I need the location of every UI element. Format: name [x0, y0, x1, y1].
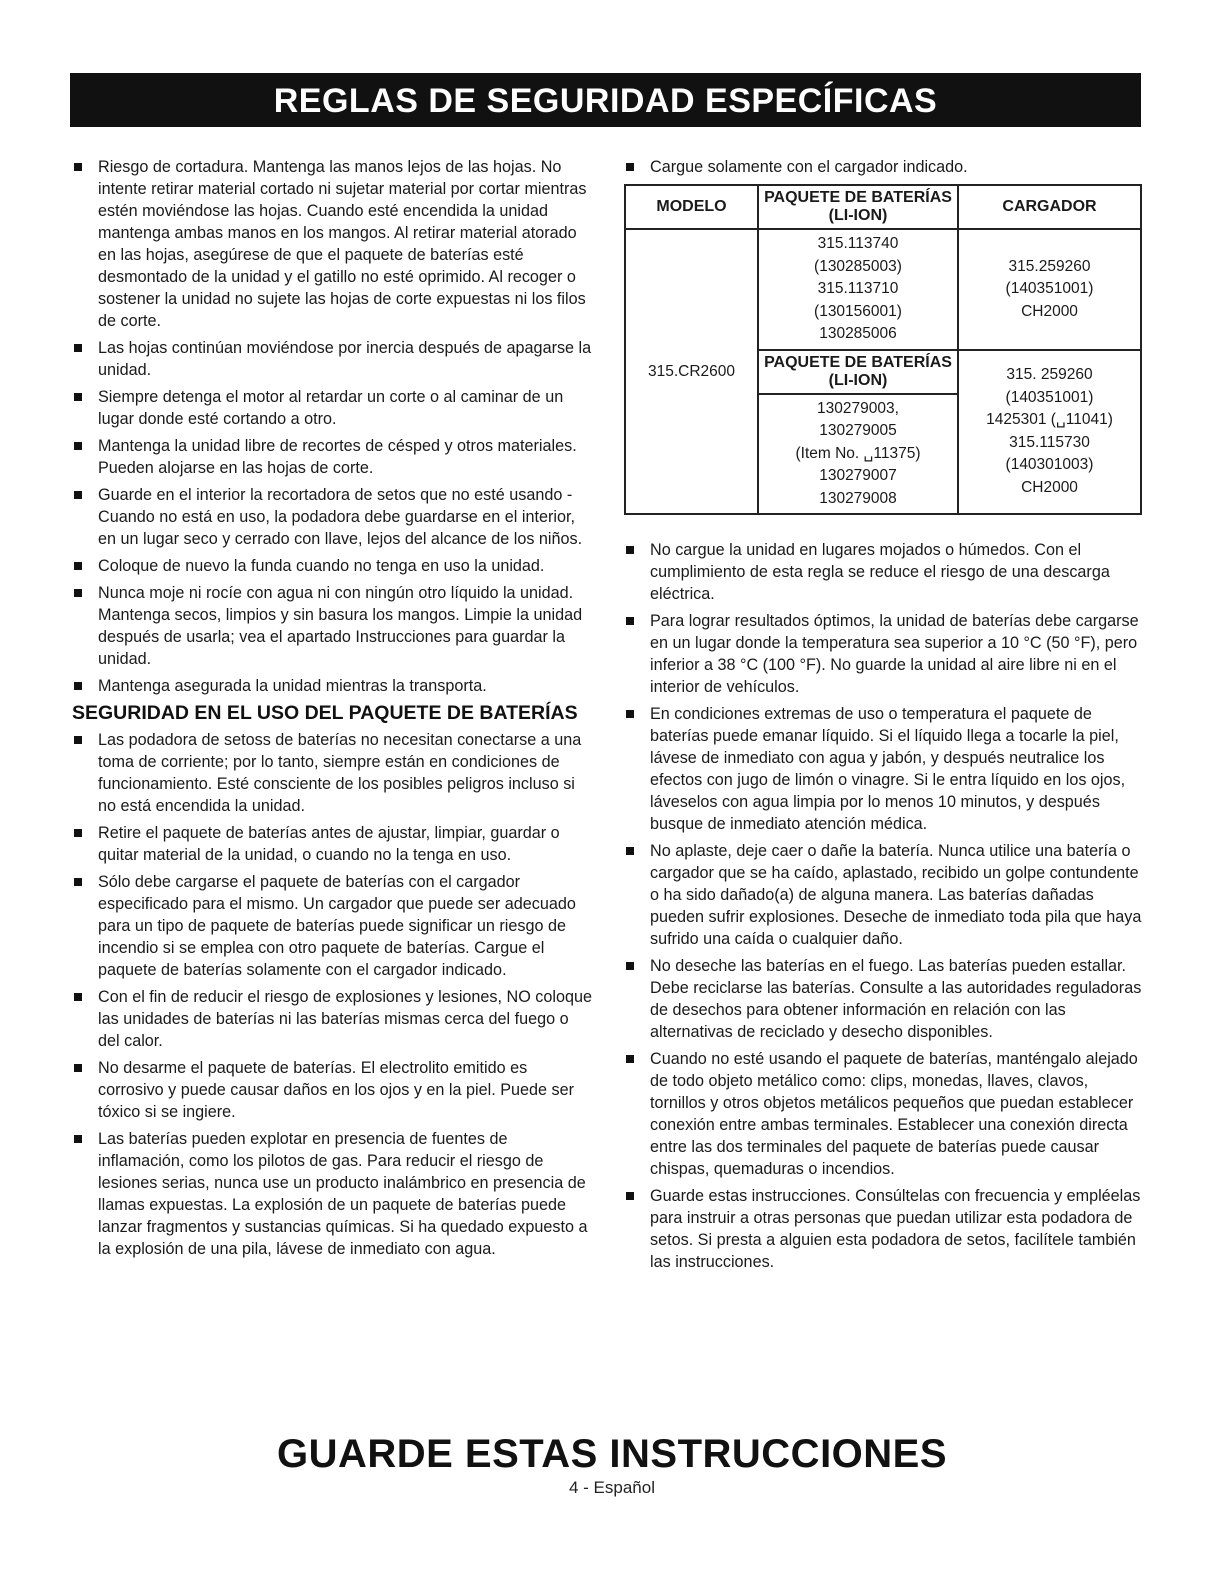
cell-line: (130285003): [814, 257, 902, 275]
charger-cell-group2: [958, 350, 1141, 515]
list-item: Cuando no esté usando el paquete de baterías, manténgalo alejado de todo objeto metálico como: clips, monedas, llaves, clavos, tornillos y otros objetos metálicos pequeños que puedan establecer conexión entre ambas terminales. Establecer una conexión directa entre las dos terminales del paquete de baterías puede causar chispas, quemaduras o incendios.: [624, 1048, 1142, 1180]
cell-line: 130279003,: [817, 399, 899, 417]
pack-cell-group1: [758, 229, 958, 350]
list-item: Guarde estas instrucciones. Consúltelas con frecuencia y empléelas para instruir a otras personas que puedan utilizar esta podadora de setos. Si presta a alguien esta podadora de setos, facilítele también las instrucciones.: [624, 1185, 1142, 1273]
list-item: Nunca moje ni rocíe con agua ni con ningún otro líquido la unidad. Mantenga secos, limpios y sin basura los mangos. Limpie la unidad después de usarla; vea el apartado Instrucciones para guardar la unidad.: [72, 582, 592, 670]
cell-line: CH2000: [1021, 302, 1078, 320]
list-item: Riesgo de cortadura. Mantenga las manos lejos de las hojas. No intente retirar material cortado ni sujetar material por cortar mientras estén moviéndose las hojas. Cuando esté encendida la unidad mantenga ambas manos en los mangos. Al retirar material atorado en las hojas, asegúrese de que el paquete de baterías esté desmontado de la unidad y el gatillo no esté oprimido. Al recoger o sostener la unidad no sujete las hojas de corte expuestas ni los filos de corte.: [72, 156, 592, 332]
list-item: No cargue la unidad en lugares mojados o húmedos. Con el cumplimiento de esta regla se reduce el riesgo de una descarga eléctrica.: [624, 539, 1142, 605]
list-item: Las podadora de setoss de baterías no necesitan conectarse a una toma de corriente; por lo tanto, siempre están en condiciones de funcionamiento. Esté consciente de los posibles peligros incluso si no está encendida la unidad.: [72, 729, 592, 817]
cell-line: 315.113710: [817, 280, 899, 297]
cell-line: (140351001): [1005, 388, 1094, 406]
table-header-row: [625, 185, 1141, 229]
header-cargador: CARGADOR: [958, 185, 1141, 229]
cell-line: 315.259260: [1008, 257, 1091, 275]
cell-line: (140301003): [1005, 456, 1094, 474]
list-item: Las hojas continúan moviéndose por inercia después de apagarse la unidad.: [72, 337, 592, 381]
safety-list-charging: [624, 539, 1142, 1273]
list-item: Cargue solamente con el cargador indicado.: [624, 156, 1142, 178]
page-number: 4 - Español: [569, 1478, 655, 1497]
pack-subheader: PAQUETE DE BATERÍAS (LI-ION): [758, 350, 958, 394]
list-item: Para lograr resultados óptimos, la unidad de baterías debe cargarse en un lugar donde la temperatura sea superior a 10 °C (50 °F), pero inferior a 38 °C (100 °F). No guarde la unidad al aire libre ni en el interior de vehículos.: [624, 610, 1142, 698]
list-item: Sólo debe cargarse el paquete de baterías con el cargador especificado para el mismo. Un cargador que puede ser adecuado para un tipo de paquete de baterías puede significar un riesgo de incendio si se emplea con otro paquete de baterías. Cargue el paquete de baterías solamente con el cargador indicado.: [72, 871, 592, 981]
cell-line: 130279008: [819, 489, 897, 507]
safety-list-battery: [72, 729, 592, 1260]
cell-line: (130156001): [814, 302, 902, 320]
model-cell: 315.CR2600: [625, 229, 758, 514]
header-modelo: MODELO: [625, 185, 758, 229]
list-item: Retire el paquete de baterías antes de ajustar, limpiar, guardar o quitar material de la unidad, o cuando no la tenga en uso.: [72, 822, 592, 866]
list-item: Mantenga la unidad libre de recortes de césped y otros materiales. Pueden alojarse en las hojas de corte.: [72, 435, 592, 479]
cell-line: 130285006: [819, 325, 897, 342]
compatibility-table: [624, 184, 1142, 515]
charger-cell-group1: [958, 229, 1141, 350]
list-item: Con el fin de reducir el riesgo de explosiones y lesiones, NO coloque las unidades de baterías ni las baterías mismas cerca del fuego o del calor.: [72, 986, 592, 1052]
page-title: REGLAS DE SEGURIDAD ESPECÍFICAS: [273, 82, 938, 120]
list-item: Las baterías pueden explotar en presencia de fuentes de inflamación, como los pilotos de gas. Para reducir el riesgo de lesiones serias, nunca use un producto inalámbrico en presencia de llamas expuestas. La explosión de un paquete de baterías puede lanzar fragmentos y sustancias químicas. Si ha quedado expuesto a la explosión de una pila, lávese de inmediato con agua.: [72, 1128, 592, 1260]
header-paquete: PAQUETE DE BATERÍAS (LI-ION): [758, 185, 958, 229]
charger-intro-list: [624, 156, 1142, 178]
cell-line: 1425301 (␣11041): [986, 411, 1113, 429]
list-item: Mantenga asegurada la unidad mientras la transporta.: [72, 675, 592, 697]
cell-line: 130279005: [819, 422, 897, 439]
safety-list-general: [72, 156, 592, 697]
cell-line: 315.115730: [1009, 433, 1090, 451]
list-item: Coloque de nuevo la funda cuando no tenga en uso la unidad.: [72, 555, 592, 577]
list-item: En condiciones extremas de uso o temperatura el paquete de baterías puede emanar líquido. Si el líquido llega a tocarle la piel, lávese de inmediato con agua y jabón, y después neutralice los efectos con jugo de limón o vinagre. Si le entra líquido en los ojos, láveselos con agua limpia por lo menos 10 minutos, y después busque de inmediato atención médica.: [624, 703, 1142, 835]
cell-line: (Item No. ␣11375): [795, 444, 921, 462]
cell-line: (140351001): [1005, 280, 1094, 297]
footer-title: GUARDE ESTAS INSTRUCCIONES: [276, 1432, 948, 1476]
page-title-banner: [70, 73, 1141, 127]
list-item: No aplaste, deje caer o dañe la batería. Nunca utilice una batería o cargador que se ha caído, aplastado, recibido un golpe contundente o ha sido dañado(a) de alguna manera. Las baterías dañadas pueden sufrir explosiones. Deseche de inmediato toda pila que haya sufrido una caída o cualquier daño.: [624, 840, 1142, 950]
cell-line: 315.113740: [817, 235, 899, 252]
right-column: [624, 156, 1142, 1278]
cell-line: 130279007: [819, 467, 897, 484]
cell-line: CH2000: [1021, 478, 1078, 496]
table-row: [625, 229, 1141, 350]
list-item: No deseche las baterías en el fuego. Las baterías pueden estallar. Debe reciclarse las baterías. Consulte a las autoridades reguladoras de desechos para obtener información en relación con las alternativas de reciclado y desecho disponibles.: [624, 955, 1142, 1043]
left-column: [72, 156, 592, 1265]
pack-cell-group2: [758, 394, 958, 515]
section-heading-battery-safety: SEGURIDAD EN EL USO DEL PAQUETE DE BATERÍAS: [72, 702, 578, 724]
list-item: Guarde en el interior la recortadora de setos que no esté usando - Cuando no está en uso, la podadora debe guardarse en el interior, en un lugar seco y cerrado con llave, lejos del alcance de los niños.: [72, 484, 592, 550]
list-item: Siempre detenga el motor al retardar un corte o al caminar de un lugar donde esté cortando a otro.: [72, 386, 592, 430]
cell-line: 315. 259260: [1006, 366, 1093, 384]
list-item: No desarme el paquete de baterías. El electrolito emitido es corrosivo y puede causar daños en los ojos y en la piel. Puede ser tóxico si se ingiere.: [72, 1057, 592, 1123]
